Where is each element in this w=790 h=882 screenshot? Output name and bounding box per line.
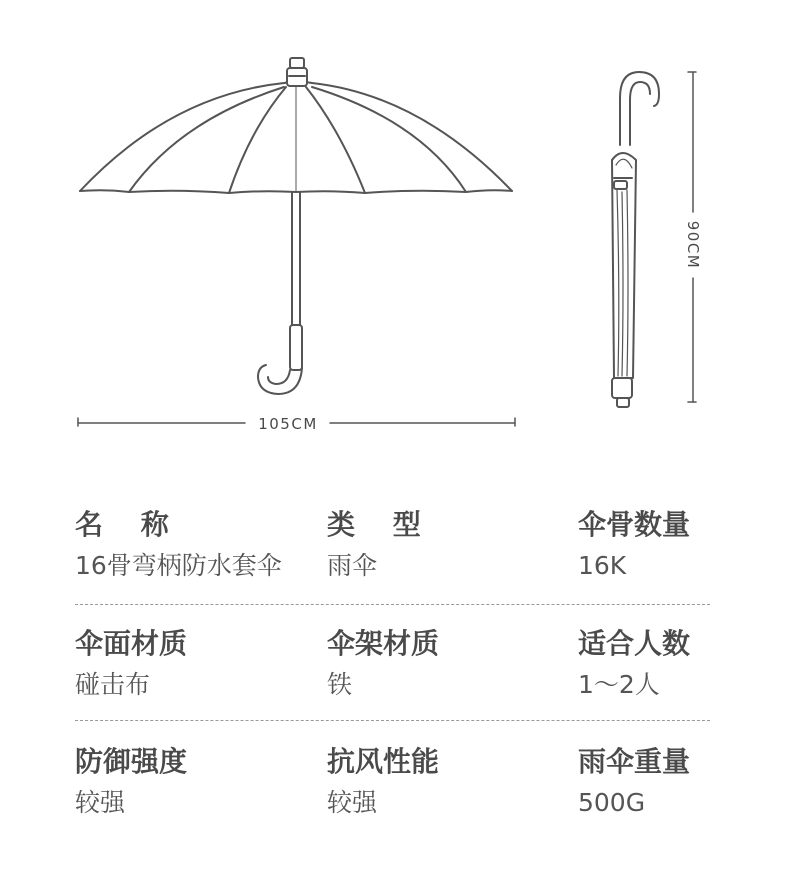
spec-value: 1～2人 xyxy=(578,670,660,699)
spec-value: 较强 xyxy=(75,788,126,817)
row-divider xyxy=(75,604,710,605)
spec-label: 适合人数 xyxy=(578,627,691,660)
spec-value: 500G xyxy=(578,788,646,817)
spec-capacity xyxy=(578,627,790,701)
spec-label: 抗风性能 xyxy=(327,745,440,778)
spec-type xyxy=(327,508,567,582)
spec-label: 名 称 xyxy=(75,508,183,541)
spec-label: 雨伞重量 xyxy=(578,745,691,778)
spec-name xyxy=(75,508,315,582)
spec-label: 伞架材质 xyxy=(327,627,440,660)
spec-protection xyxy=(75,745,315,819)
spec-label: 防御强度 xyxy=(75,745,188,778)
spec-value: 铁 xyxy=(327,670,353,699)
length-label: 90CM xyxy=(684,220,702,270)
spec-weight xyxy=(578,745,790,819)
spec-value: 雨伞 xyxy=(327,551,378,580)
spec-value: 16骨弯柄防水套伞 xyxy=(75,551,282,580)
spec-canopy-material xyxy=(75,627,315,701)
spec-label: 伞骨数量 xyxy=(578,508,691,541)
spec-frame-material xyxy=(327,627,567,701)
spec-wind-resistance xyxy=(327,745,567,819)
width-label: 105CM xyxy=(258,415,318,433)
spec-label: 伞面材质 xyxy=(75,627,188,660)
spec-value: 碰击布 xyxy=(75,670,151,699)
spec-value: 较强 xyxy=(327,788,378,817)
spec-rib-count xyxy=(578,508,790,582)
spec-label: 类 型 xyxy=(327,508,435,541)
row-divider xyxy=(75,720,710,721)
spec-value: 16K xyxy=(578,551,627,580)
